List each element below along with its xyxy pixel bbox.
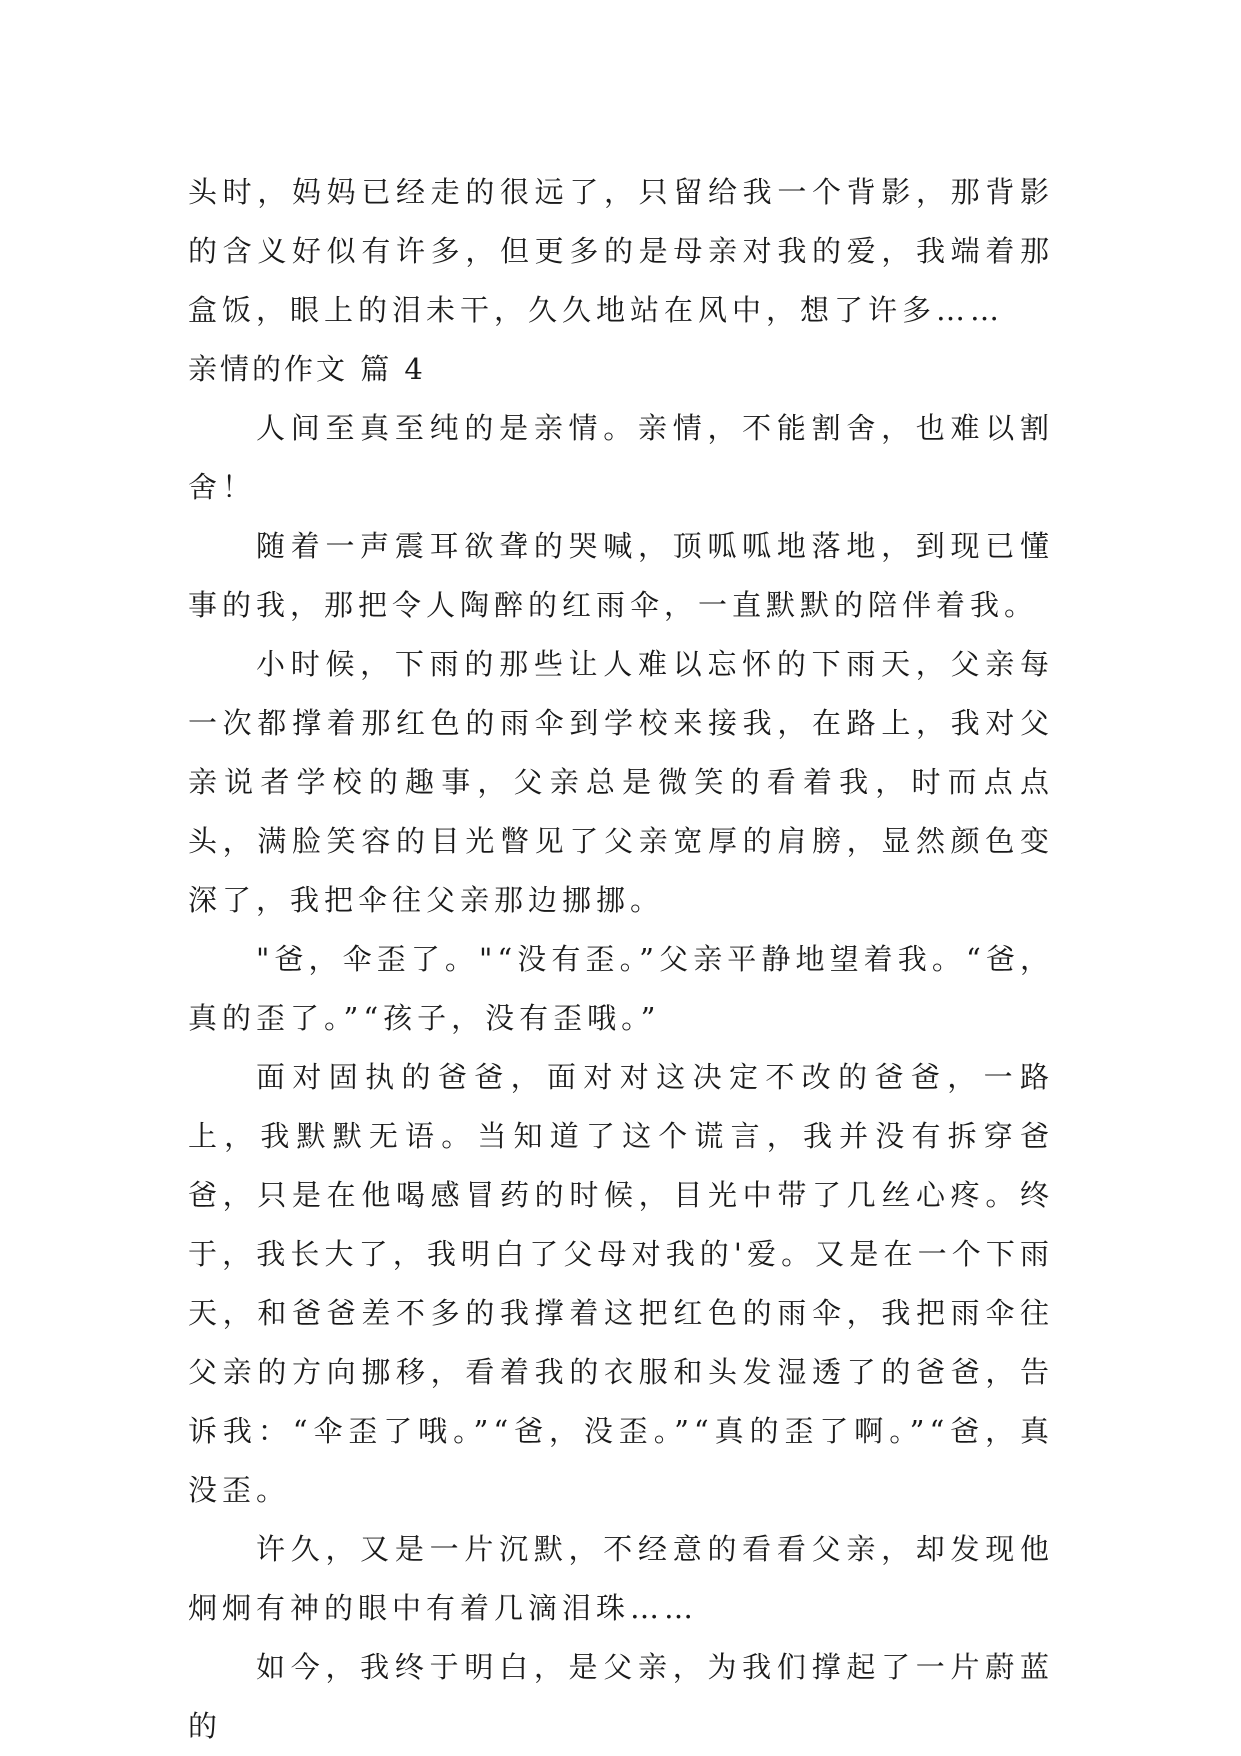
paragraph-2: 随着一声震耳欲聋的哭喊，顶呱呱地落地，到现已懂事的我，那把令人陶醉的红雨伞，一直默默的陪伴着我。 [188, 529, 1054, 622]
intro-paragraph: 头时，妈妈已经走的很远了，只留给我一个背影，那背影的含义好似有许多，但更多的是母亲对我的爱，我端着那盒饭，眼上的泪未干，久久地站在风中，想了许多…… [188, 175, 1054, 327]
section-heading: 亲情的作文 篇 4 [188, 352, 426, 386]
paragraph-5: 面对固执的爸爸，面对对这决定不改的爸爸，一路上，我默默无语。当知道了这个谎言，我并没有拆穿爸爸，只是在他喝感冒药的时候，目光中带了几丝心疼。终于，我长大了，我明白了父母对我的'爱。又是在一个下雨天，和爸爸差不多的我撑着这把红色的雨伞，我把雨伞往父亲的方向挪移，看着我的衣服和头发湿透了的爸爸，告诉我：“伞歪了哦。”“爸，没歪。”“真的歪了啊。”“爸，真没歪。 [188, 1060, 1054, 1507]
paragraph-7: 如今，我终于明白，是父亲，为我们撑起了一片蔚蓝的 [188, 1650, 1054, 1743]
paragraph-1: 人间至真至纯的是亲情。亲情，不能割舍，也难以割舍！ [188, 411, 1054, 504]
paragraph-4: "爸，伞歪了。"“没有歪。”父亲平静地望着我。“爸，真的歪了。”“孩子，没有歪哦。” [188, 942, 1054, 1035]
paragraph-3: 小时候，下雨的那些让人难以忘怀的下雨天，父亲每一次都撑着那红色的雨伞到学校来接我，在路上，我对父亲说者学校的趣事，父亲总是微笑的看着我，时而点点头，满脸笑容的目光瞥见了父亲宽厚的肩膀，显然颜色变深了，我把伞往父亲那边挪挪。 [188, 647, 1054, 917]
document-body [188, 163, 1054, 1756]
paragraph-6: 许久，又是一片沉默，不经意的看看父亲，却发现他炯炯有神的眼中有着几滴泪珠…… [188, 1532, 1054, 1625]
